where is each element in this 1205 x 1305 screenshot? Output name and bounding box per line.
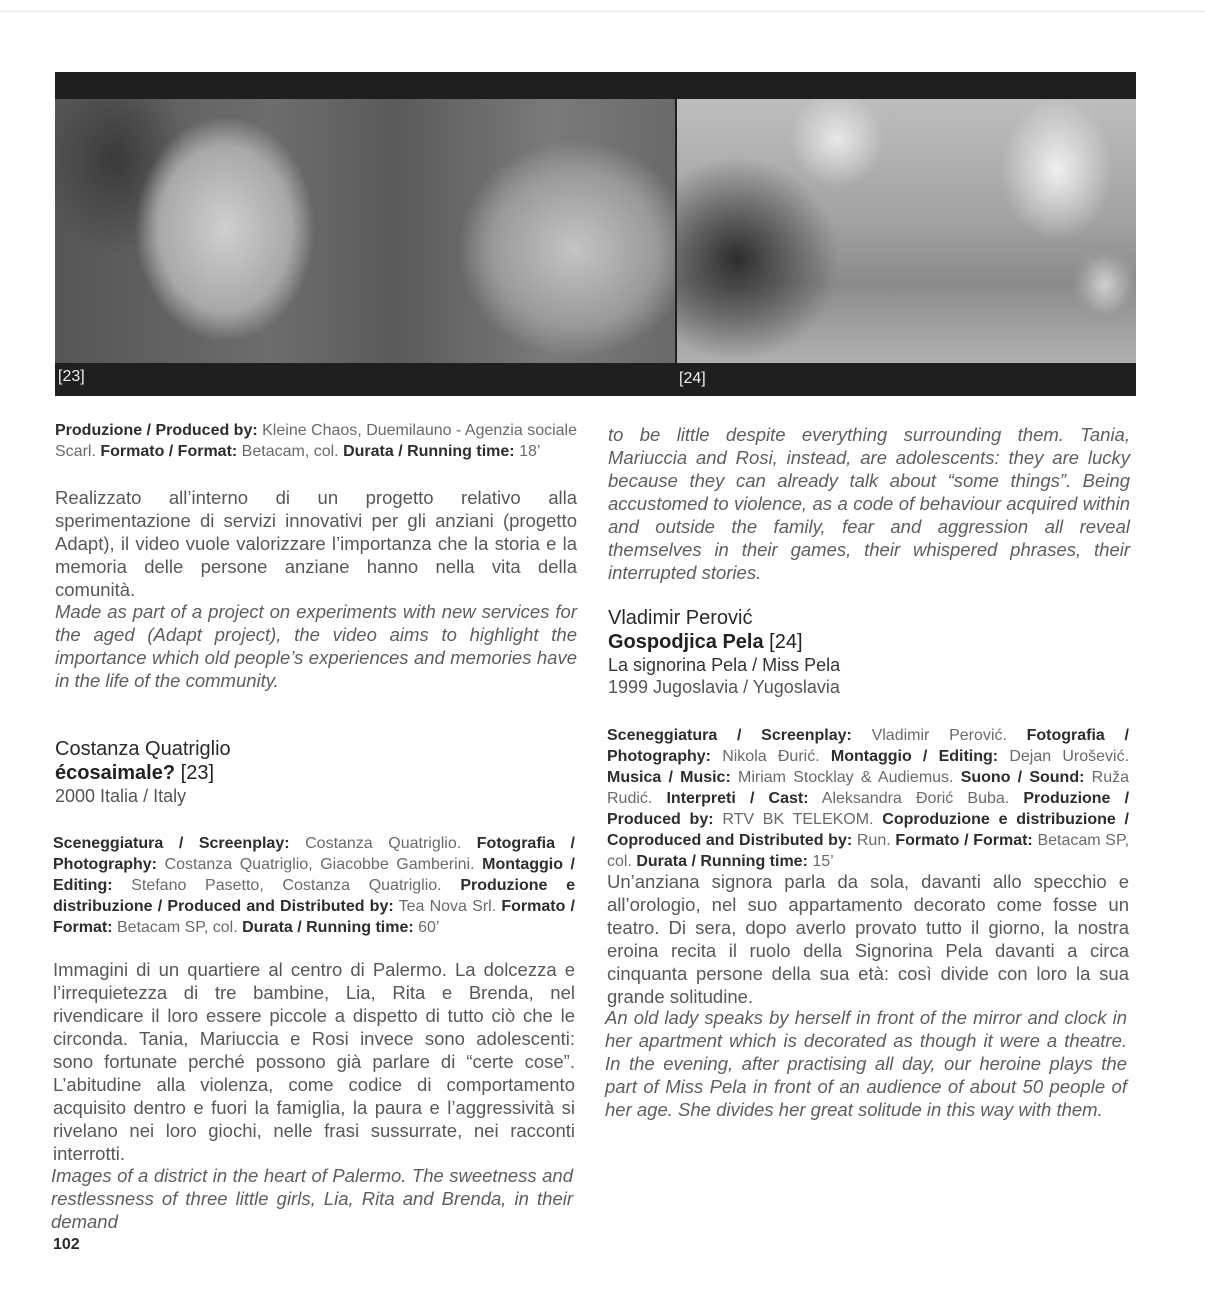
credit-value: Ruža Rudić. [607,769,1130,807]
credit-label: Durata / Running time: [242,919,414,936]
credit-value: Nikola Ðurić. [711,748,831,765]
film-subtitle: La signorina Pela / Miss Pela [608,655,841,675]
credit-label: Durata / Running time: [343,443,515,460]
credit-label: Produzione / Produced by: [607,790,1130,828]
credit-label: Formato / Format: [100,443,238,460]
film-title-ref: [24] [763,631,803,653]
credit-value: Betacam SP, col. [112,919,243,936]
description-english-23-continued: to be little despite everything surrounding them. Tania, Mariuccia and Rosi, instead, are adolescents: they are lucky because they can already talk about “some things”. Being accustomed to violence, as a code of behaviour acquired within and outside the family, fear and aggression all reveal themselves in their games, their whispered phrases, their interrupted stories. [608,424,1130,583]
credits-film-23 [53,833,575,938]
film-still-23 [55,99,675,363]
credit-label: Montaggio / Editing: [830,748,999,765]
description-italian-23: Immagini di un quartiere al centro di Palermo. La dolcezza e l’irrequietezza di tre bambine, Lia, Rita e Brenda, nel rivendicare il loro essere piccole a dispetto di tutto ciò che le circonda. Tania, Mariuccia e Rosi invece sono adolescenti: sono fortunate perché possono già parlare di “certe cose”. L’abitudine alla violenza, come codice di comportamento acquisito dentro e fuori la famiglia, la paura e l’aggressività si rivelano nei loro giochi, nelle frasi sussurrate, nei racconti interrotti. [53,959,575,1164]
image-label-24: [24] [679,370,706,387]
credit-value: Betacam, col. [237,443,344,460]
credit-label: Coproduzione e distribuzione / Coproduced and Distributed by: [607,811,1130,849]
credit-value: Miriam Stocklay & Audiemus. [730,769,961,786]
top-rule [0,11,1205,12]
credit-value: Run. [852,832,896,849]
credits-film-1 [55,420,577,462]
director-name: Costanza Quatriglio [55,738,231,760]
credit-label: Formato / Format: [895,832,1033,849]
credit-value: Kleine Chaos, Duemilauno - Agenzia sociale Scarl. [55,422,577,460]
credit-value: Aleksandra Ðorić Buba. [808,790,1024,807]
film-still-24 [677,99,1136,363]
film-title [608,630,1130,654]
credit-value: Betacam SP, col. [607,832,1130,870]
credit-label: Fotografia / Photography: [607,727,1129,765]
credit-value: Costanza Quatriglio, Giacobbe Gamberini. [157,856,483,873]
credit-label: Suono / Sound: [960,769,1085,786]
image-strip [55,72,1136,396]
credit-label: Produzione e distribuzione / Produced and Distributed by: [53,877,575,915]
description-english-1: Made as part of a project on experiments with new services for the aged (Adapt project), the video aims to highlight the importance which old people’s experiences and memories have in the life of the community. [55,601,577,691]
credit-label: Formato / Format: [53,898,576,936]
credit-label: Produzione / Produced by: [55,422,258,439]
film-title-ref: [23] [175,762,214,784]
credit-value: RTV BK TELEKOM. [713,811,883,828]
credit-value: Costanza Quatriglio. [289,835,477,852]
credit-value: Dejan Urošević. [998,748,1130,765]
credit-label: Montaggio / Editing: [53,856,575,894]
credit-label: Interpreti / Cast: [666,790,809,807]
film-title-text: Gospodjica Pela [608,631,764,653]
credit-label: Fotografia / Photography: [53,835,575,873]
director-name: Vladimir Perović [608,607,753,629]
image-label-23: [23] [58,368,85,385]
film-heading-24 [608,606,1130,698]
description-italian-24: Un’anziana signora parla da sola, davanti allo specchio e all’orologio, nel suo appartamento decorato come fosse un teatro. Di sera, dopo averlo provato tutto il giorno, la nostra eroina recita il ruolo della Signorina Pela davanti a circa cinquanta persone della sua età: così divide con loro la sua grande solitudine. [607,871,1129,1007]
credit-label: Sceneggiatura / Screenplay: [607,727,852,744]
credit-label: Musica / Music: [607,769,731,786]
credits-film-24 [607,725,1129,872]
credit-value: 15’ [807,853,834,870]
credit-value: 60’ [413,919,440,936]
year-country: 2000 Italia / Italy [55,786,187,806]
film-title [55,761,577,785]
description-english-24: An old lady speaks by herself in front of the mirror and clock in her apartment which is decorated as though it were a theatre. In the evening, after practising all day, our heroine plays the part of Miss Pela in front of an audience of about 50 people of her age. She divides her great solitude in this way with them. [605,1007,1127,1120]
description-italian-1: Realizzato all’interno di un progetto relativo alla sperimentazione di servizi innovativi per gli anziani (progetto Adapt), il video vuole valorizzare l’importanza che la storia e la memoria delle persone anziane hanno nella vita della comunità. [55,487,577,600]
film-heading-23 [55,737,577,807]
credit-value: Tea Nova Srl. [393,898,502,915]
page-number: 102 [53,1236,80,1253]
film-title-text: écosaimale? [55,762,176,784]
year-country: 1999 Jugoslavia / Yugoslavia [608,677,840,697]
credit-value: Vladimir Perović. [851,727,1027,744]
credit-value: Stefano Pasetto, Costanza Quatriglio. [112,877,461,894]
credit-label: Durata / Running time: [636,853,808,870]
credit-label: Sceneggiatura / Screenplay: [53,835,290,852]
description-english-23: Images of a district in the heart of Palermo. The sweetness and restlessness of three little girls, Lia, Rita and Brenda, in their demand [51,1165,573,1232]
credit-value: 18’ [514,443,541,460]
